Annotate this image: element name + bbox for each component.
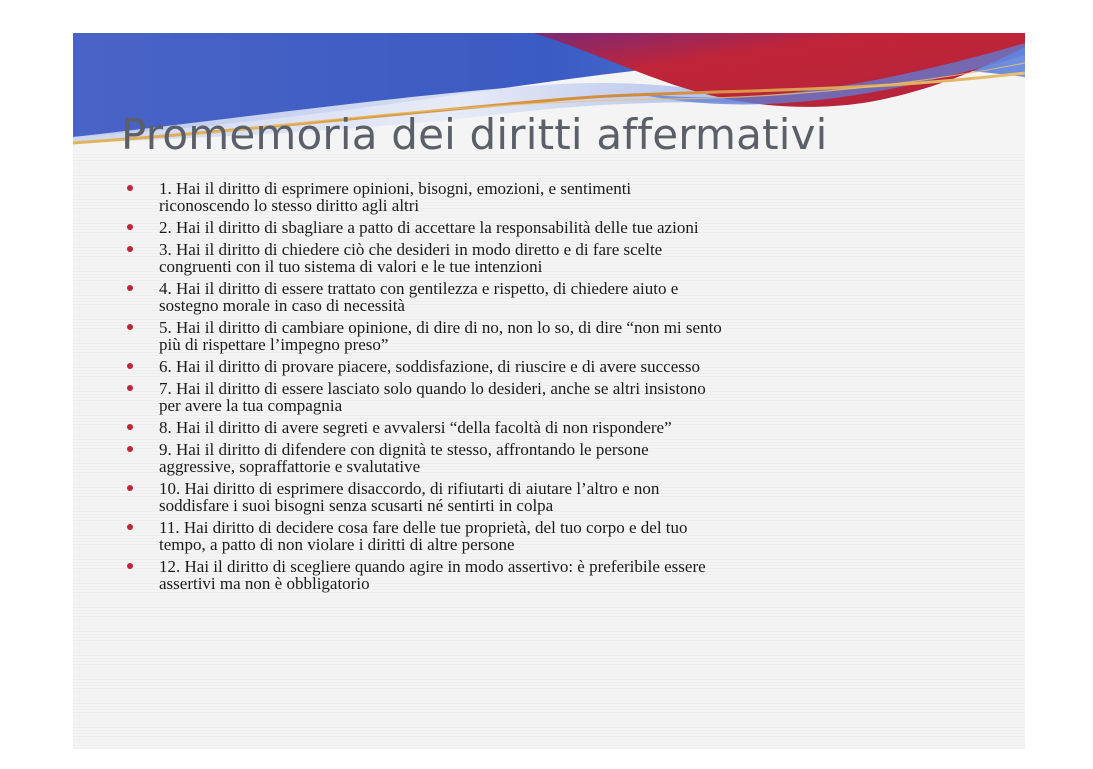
bullet-icon bbox=[127, 424, 133, 430]
list-item bbox=[127, 419, 907, 436]
list-item bbox=[127, 358, 907, 375]
list-item bbox=[127, 280, 907, 314]
item-line: per avere la tua compagnia bbox=[159, 396, 343, 415]
item-line: 2. Hai il diritto di sbagliare a patto di accettare la responsabilità delle tue azioni bbox=[159, 218, 699, 237]
item-line: sostegno morale in caso di necessità bbox=[159, 296, 405, 315]
item-line: riconoscendo lo stesso diritto agli altri bbox=[159, 196, 420, 215]
bullet-icon bbox=[127, 224, 133, 230]
item-line: congruenti con il tuo sistema di valori e le tue intenzioni bbox=[159, 257, 543, 276]
list-item bbox=[127, 180, 907, 214]
item-line: più di rispettare l’impegno preso” bbox=[159, 335, 389, 354]
item-line: assertivi ma non è obbligatorio bbox=[159, 574, 370, 593]
list-item bbox=[127, 441, 907, 475]
bullet-icon bbox=[127, 446, 133, 452]
item-line: 8. Hai il diritto di avere segreti e avvalersi “della facoltà di non rispondere” bbox=[159, 418, 672, 437]
list-item bbox=[127, 558, 907, 592]
slide-title: Promemoria dei diritti affermativi bbox=[121, 110, 828, 159]
bullet-icon bbox=[127, 363, 133, 369]
bullet-icon bbox=[127, 285, 133, 291]
bullet-icon bbox=[127, 385, 133, 391]
list-item bbox=[127, 319, 907, 353]
item-line: tempo, a patto di non violare i diritti di altre persone bbox=[159, 535, 515, 554]
item-line: soddisfare i suoi bisogni senza scusarti né sentirti in colpa bbox=[159, 496, 554, 515]
list-item bbox=[127, 380, 907, 414]
list-item bbox=[127, 219, 907, 236]
item-line: 7. Hai il diritto di essere lasciato solo quando lo desideri, anche se altri insistono bbox=[159, 379, 706, 398]
list-item bbox=[127, 519, 907, 553]
bullet-icon bbox=[127, 563, 133, 569]
rights-list bbox=[127, 180, 907, 597]
bullet-icon bbox=[127, 485, 133, 491]
item-line: aggressive, sopraffattorie e svalutative bbox=[159, 457, 421, 476]
item-line: 12. Hai il diritto di scegliere quando agire in modo assertivo: è preferibile essere bbox=[159, 557, 706, 576]
item-line: 11. Hai diritto di decidere cosa fare delle tue proprietà, del tuo corpo e del tuo bbox=[159, 518, 688, 537]
item-line: 1. Hai il diritto di esprimere opinioni, bisogni, emozioni, e sentimenti bbox=[159, 179, 632, 198]
item-line: 6. Hai il diritto di provare piacere, soddisfazione, di riuscire e di avere successo bbox=[159, 357, 700, 376]
item-line: 5. Hai il diritto di cambiare opinione, di dire di no, non lo so, di dire “non mi sento bbox=[159, 318, 722, 337]
item-line: 3. Hai il diritto di chiedere ciò che desideri in modo diretto e di fare scelte bbox=[159, 240, 663, 259]
list-item bbox=[127, 241, 907, 275]
item-line: 4. Hai il diritto di essere trattato con gentilezza e rispetto, di chiedere aiuto e bbox=[159, 279, 679, 298]
bullet-icon bbox=[127, 324, 133, 330]
slide bbox=[73, 33, 1025, 749]
item-line: 9. Hai il diritto di difendere con dignità te stesso, affrontando le persone bbox=[159, 440, 649, 459]
list-item bbox=[127, 480, 907, 514]
item-line: 10. Hai diritto di esprimere disaccordo, di rifiutarti di aiutare l’altro e non bbox=[159, 479, 660, 498]
bullet-icon bbox=[127, 524, 133, 530]
bullet-icon bbox=[127, 246, 133, 252]
bullet-icon bbox=[127, 185, 133, 191]
